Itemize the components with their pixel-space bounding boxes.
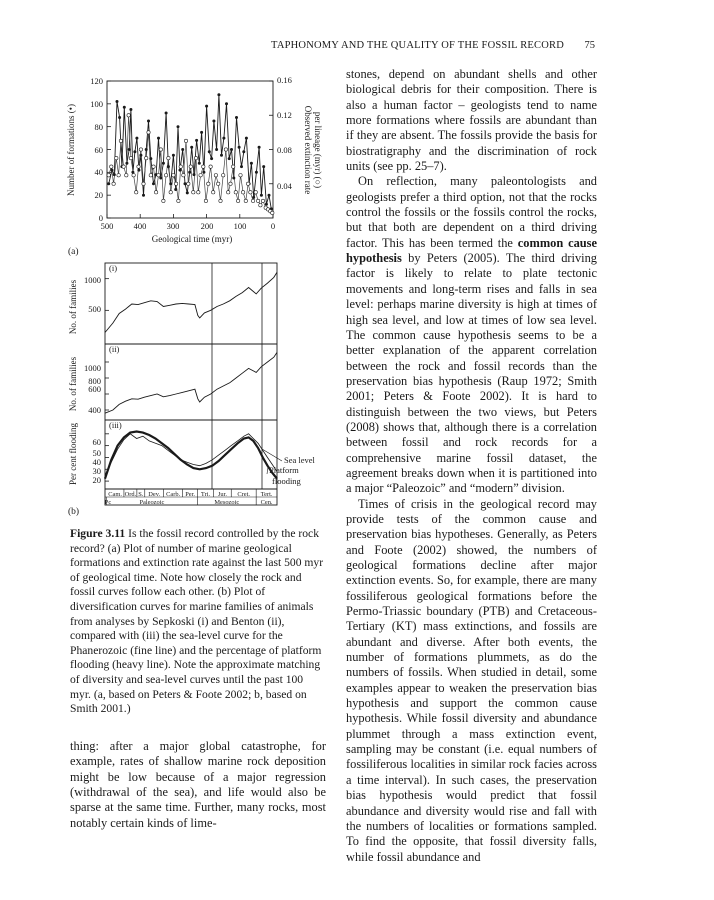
panel-b-ii-label: (ii)	[109, 344, 120, 354]
panel-a-y2-label-1: Observed extinction rate	[303, 105, 313, 195]
extinction-point	[212, 191, 215, 194]
panel-b-ii-y-tick-800: 800	[88, 376, 101, 386]
extinction-point	[241, 191, 244, 194]
formation-point	[240, 165, 243, 168]
running-title: TAPHONOMY AND THE QUALITY OF THE FOSSIL RECORD	[271, 40, 564, 51]
extinction-point	[236, 199, 239, 202]
extinction-point	[127, 114, 130, 117]
panel-a-x-tick-200: 200	[200, 221, 214, 231]
extinction-point	[159, 148, 162, 151]
period-label: Ord.	[124, 491, 137, 498]
extinction-point	[154, 191, 157, 194]
formation-point	[252, 196, 255, 199]
formation-point	[268, 194, 271, 197]
formation-point	[222, 137, 225, 140]
formation-point	[123, 106, 126, 109]
panel-a-x-tick-400: 400	[133, 221, 147, 231]
extinction-point	[229, 182, 232, 185]
extinction-point	[139, 148, 142, 151]
left-column-text	[70, 739, 326, 831]
formation-point	[107, 182, 110, 185]
extinction-point	[187, 182, 190, 185]
formation-point	[145, 148, 148, 151]
formation-point	[200, 131, 203, 134]
extinction-point	[119, 139, 122, 142]
figure-caption	[70, 527, 326, 717]
extinction-point	[169, 191, 172, 194]
panel-b-iii-y-tick-20: 20	[92, 475, 101, 485]
formation-point	[133, 150, 136, 153]
extinction-point	[259, 204, 262, 207]
panel-a-y-tick-0: 0	[98, 213, 103, 223]
panel-b-i-y-tick-1000: 1000	[84, 275, 101, 285]
era-label: Paleozoic	[139, 499, 165, 506]
panel-a-x-tick-0: 0	[270, 221, 276, 231]
panel-b-frame	[105, 263, 277, 505]
formation-point	[215, 148, 218, 151]
formation-point	[205, 105, 208, 108]
formation-point	[245, 137, 248, 140]
extinction-point	[152, 165, 155, 168]
extinction-point	[177, 199, 180, 202]
extinction-point	[135, 191, 138, 194]
panel-b-iii-label: (iii)	[109, 420, 122, 430]
formation-point	[139, 154, 142, 157]
formation-point	[129, 108, 132, 111]
extinction-point	[271, 211, 274, 214]
panel-a-y-tick-40: 40	[94, 167, 103, 177]
figure-3-11	[62, 62, 332, 517]
panel-b-label: (b)	[68, 507, 80, 517]
platform-note-1: Platform	[269, 465, 299, 475]
panel-a-x-tick-300: 300	[166, 221, 180, 231]
extinction-point	[204, 199, 207, 202]
right-paragraph-2-start: On reflection, many paleontologists and geologists prefer a third option, not that the rocks control the fossils or the fossils control the rocks, but that both are dependent on a third driving factor. This has been termed the	[346, 174, 597, 250]
extinction-point	[172, 174, 175, 177]
extinction-point	[249, 191, 252, 194]
panel-b-ii-y-tick-600: 600	[88, 384, 101, 394]
right-paragraph-1: stones, depend on abundant shells and other biological debris for their composition. There is also a human factor – geologists tend to name more formations where fossils are abundant than if they are absent. The fossils provide the basis for biostratigraphy and the discrimination of rock units (see pp. 25–7).	[346, 67, 597, 174]
extinction-point	[110, 165, 113, 168]
extinction-point	[239, 174, 242, 177]
figure-caption-label: Figure 3.11	[70, 527, 126, 540]
formation-point	[149, 157, 152, 160]
period-row	[108, 489, 273, 498]
extinction-point	[214, 174, 217, 177]
page-number: 75	[584, 40, 595, 51]
panel-a-x-tick-500: 500	[100, 221, 114, 231]
extinction-point	[232, 165, 235, 168]
formation-point	[135, 137, 138, 140]
period-label: Tri.	[200, 491, 211, 498]
extinction-point	[217, 182, 220, 185]
extinction-point	[132, 174, 135, 177]
extinction-point	[261, 199, 264, 202]
formation-point	[157, 137, 160, 140]
extinction-point	[145, 156, 148, 159]
extinction-point	[115, 156, 118, 159]
formation-point	[202, 171, 205, 174]
sea-level-note: Sea level	[284, 455, 315, 465]
panel-b-iii-y-tick-30: 30	[92, 466, 101, 476]
extinction-point	[129, 156, 132, 159]
figure-caption-text: Is the fossil record controlled by the rock record? (a) Plot of number of marine geological formations and extinction rate against the last 500 myr of geological time. Note how closely the rock and fossil curves follow each other. (b) Plot of diversification curves for marine families of animals from analyses by Sepkoski (i) and Benton (ii), compared with (iii) the sea-level curve for the Phanerozoic (fine line) and the percentage of platform flooding (heavy line). Note the approximate matching of diversity and sea-level curves until the past 100 myr. (a, based on Peters & Foote 2002; b, based on Smith 2001.)	[70, 527, 324, 716]
extinction-point	[179, 165, 182, 168]
formation-point	[262, 165, 265, 168]
period-label: Dev.	[148, 491, 161, 498]
right-paragraph-2	[346, 174, 597, 496]
extinction-point	[174, 182, 177, 185]
formation-point	[137, 169, 140, 172]
formation-point	[208, 150, 211, 153]
extinction-point	[192, 191, 195, 194]
extinction-point	[149, 174, 152, 177]
formation-point	[186, 191, 189, 194]
panel-a-y-label: Number of formations (•)	[66, 104, 76, 196]
panel-b-ii-y-label: No. of families	[68, 356, 78, 412]
extinction-point	[142, 182, 145, 185]
extinction-point	[125, 174, 128, 177]
panel-b-ticks	[105, 279, 109, 481]
right-paragraph-3: Times of crisis in the geological record may provide tests of the common cause and preservation bias hypotheses. Generally, as Peters and Foote (2002) showed, the numbers of geological formations decline after major extinction events. So, for example, there are many fossiliferous geological formations before the Permo-Triassic boundary (PTB) and Cretaceous-Tertiary (KT) mass extinctions, and fossils are abundant and diverse. After both events, the number of formations plummets, as do the numbers of fossils. When studied in detail, some examples appear to weaken the preservation bias hypothesis and support the common cause hypothesis. While fossil diversity and abundance plummet through a mass extinction event, sampling may be constant (i.e. equal numbers of fossiliferous localities in similar rock facies across a time interval). In such cases, the preservation bias hypothesis would predict that fossil abundance and diversity would rise and fall with the numbers of localities or formations sampled. To find the opposite, that fossil diversity falls, while fossil abundance and	[346, 496, 597, 864]
formation-point	[210, 157, 213, 160]
extinction-point	[246, 182, 249, 185]
formation-point	[230, 148, 233, 151]
extinction-point	[122, 165, 125, 168]
extinction-point	[251, 199, 254, 202]
panel-a-y2-tick-008: 0.08	[277, 145, 292, 155]
period-label: Tert.	[260, 491, 273, 498]
sepkoski-diversity-curve	[105, 272, 277, 332]
extinction-point	[227, 191, 230, 194]
formation-point	[172, 154, 175, 157]
formation-point	[116, 100, 119, 103]
period-label: Cret.	[237, 491, 251, 498]
extinction-point	[209, 165, 212, 168]
formation-point	[177, 125, 180, 128]
extinction-point	[219, 199, 222, 202]
formation-point	[193, 173, 196, 176]
formation-point	[111, 169, 114, 172]
panel-b-iii-y-tick-40: 40	[92, 457, 101, 467]
formation-point	[255, 171, 258, 174]
formation-point	[188, 171, 191, 174]
extinction-point	[254, 191, 257, 194]
period-label: Carb.	[166, 491, 181, 498]
extinction-point	[189, 165, 192, 168]
right-paragraph-2-rest: by Peters (2005). The third driving factor is likely to relate to plate tectonic movements and long-term rises and falls in sea level: perhaps marine diversity is high at times of high sea level, and low at times of low sea level. The common cause hypothesis seems to be a better explanation of the apparent correlation between the rock and fossil records than the preservation bias hypothesis (Raup 1972; Smith 2001; Peters & Foote 2002). It is hard to distinguish between the two views, but Peters (2008) shows that, although there is a correlation between fossil and rock records for a comprehensive marine fossil dataset, the agreement breaks down when it is partitioned into a major “Paleozoic” and “modern” division.	[346, 251, 597, 496]
formation-point	[128, 148, 131, 151]
extinction-point	[112, 182, 115, 185]
formation-point	[258, 146, 261, 149]
formation-point	[232, 177, 235, 180]
formation-point	[217, 93, 220, 96]
platform-flooding-pointer	[267, 467, 268, 474]
period-label: S.	[138, 491, 144, 498]
panel-a	[66, 75, 323, 257]
formation-point	[113, 173, 116, 176]
panel-b-i-y-tick-500: 500	[88, 304, 101, 314]
extinction-point	[194, 156, 197, 159]
formation-point	[181, 148, 184, 151]
formation-point	[125, 162, 128, 165]
extinction-point	[199, 174, 202, 177]
panel-b-i-y-label: No. of families	[68, 279, 78, 335]
formation-point	[174, 188, 177, 191]
extinction-point	[182, 174, 185, 177]
extinction-point	[256, 199, 259, 202]
era-label: Pc	[104, 499, 112, 506]
formation-point	[228, 157, 231, 160]
extinction-point	[234, 191, 237, 194]
extinction-point	[117, 174, 120, 177]
platform-flooding-curve	[105, 432, 277, 479]
panel-a-x-label: Geological time (myr)	[151, 234, 233, 244]
extinction-point	[137, 165, 140, 168]
panel-a-y-tick-120: 120	[90, 76, 103, 86]
extinction-point	[207, 182, 210, 185]
formation-point	[165, 112, 168, 115]
formation-point	[260, 194, 263, 197]
formation-point	[198, 162, 201, 165]
formation-point	[235, 116, 238, 119]
panel-b	[68, 263, 316, 517]
formation-point	[162, 162, 165, 165]
formation-point	[118, 116, 121, 119]
extinction-point	[184, 139, 187, 142]
formation-point	[169, 182, 172, 185]
extinction-point	[107, 174, 110, 177]
panel-b-i-label: (i)	[109, 263, 118, 273]
extinction-point	[164, 174, 167, 177]
extinction-point	[162, 199, 165, 202]
benton-diversity-curve	[105, 352, 277, 413]
extinction-point	[197, 191, 200, 194]
extinction-point	[147, 131, 150, 134]
formation-point	[167, 165, 170, 168]
formation-point	[212, 120, 215, 123]
panel-a-y-tick-80: 80	[94, 122, 103, 132]
formation-point	[242, 150, 245, 153]
extinction-point	[224, 148, 227, 151]
formation-point	[184, 182, 187, 185]
panel-b-ii-y-tick-1000: 1000	[84, 363, 101, 373]
extinction-point	[222, 174, 225, 177]
platform-note-2: flooding	[272, 476, 301, 486]
period-label: Per.	[185, 491, 195, 498]
era-label: Mesozoic	[214, 499, 240, 506]
panel-a-y-tick-60: 60	[94, 145, 103, 155]
formation-point	[265, 203, 268, 206]
extinction-point	[244, 199, 247, 202]
common-cause-term: common cause hypothesis	[346, 235, 598, 266]
panel-a-y2-label-2: per lineage (myr) (○)	[313, 111, 323, 189]
formation-point	[159, 177, 162, 180]
panel-a-y-tick-20: 20	[94, 190, 103, 200]
formation-point	[179, 169, 182, 172]
panel-a-y2-tick-004: 0.04	[277, 181, 292, 191]
panel-b-iii-y-tick-60: 60	[92, 437, 101, 447]
formation-point	[190, 146, 193, 149]
extinction-point	[202, 165, 205, 168]
running-head	[0, 40, 714, 56]
formation-point	[152, 182, 155, 185]
era-label: Cen.	[260, 499, 273, 506]
panel-a-y2-tick-016: 0.16	[277, 75, 292, 85]
right-column-text	[346, 67, 597, 865]
panel-a-x-tick-100: 100	[233, 221, 247, 231]
extinction-point	[157, 174, 160, 177]
panel-b-ii-y-tick-400: 400	[88, 405, 101, 415]
formation-point	[250, 162, 253, 165]
panel-a-label: (a)	[68, 247, 79, 257]
formation-point	[147, 120, 150, 123]
period-label: Jur.	[217, 491, 227, 498]
panel-b-iii-y-tick-50: 50	[92, 448, 101, 458]
formation-point	[142, 194, 145, 197]
formation-point	[225, 102, 228, 105]
panel-a-y-tick-100: 100	[90, 99, 103, 109]
left-paragraph-1: thing: after a major global catastrophe, for example, rates of shallow marine rock deposition might be low because of a major regression (withdrawal of the sea), and life would also be sparse at the same time. Further, many rocks, most notably certain kinds of lime-	[70, 739, 326, 830]
formation-point	[238, 146, 241, 149]
formation-point	[220, 154, 223, 157]
formation-point	[195, 139, 198, 142]
panel-a-y2-tick-012: 0.12	[277, 110, 292, 120]
period-label: Cam.	[108, 491, 122, 498]
extinction-point	[167, 156, 170, 159]
panel-b-iii-y-label: Per cent flooding	[68, 423, 78, 485]
